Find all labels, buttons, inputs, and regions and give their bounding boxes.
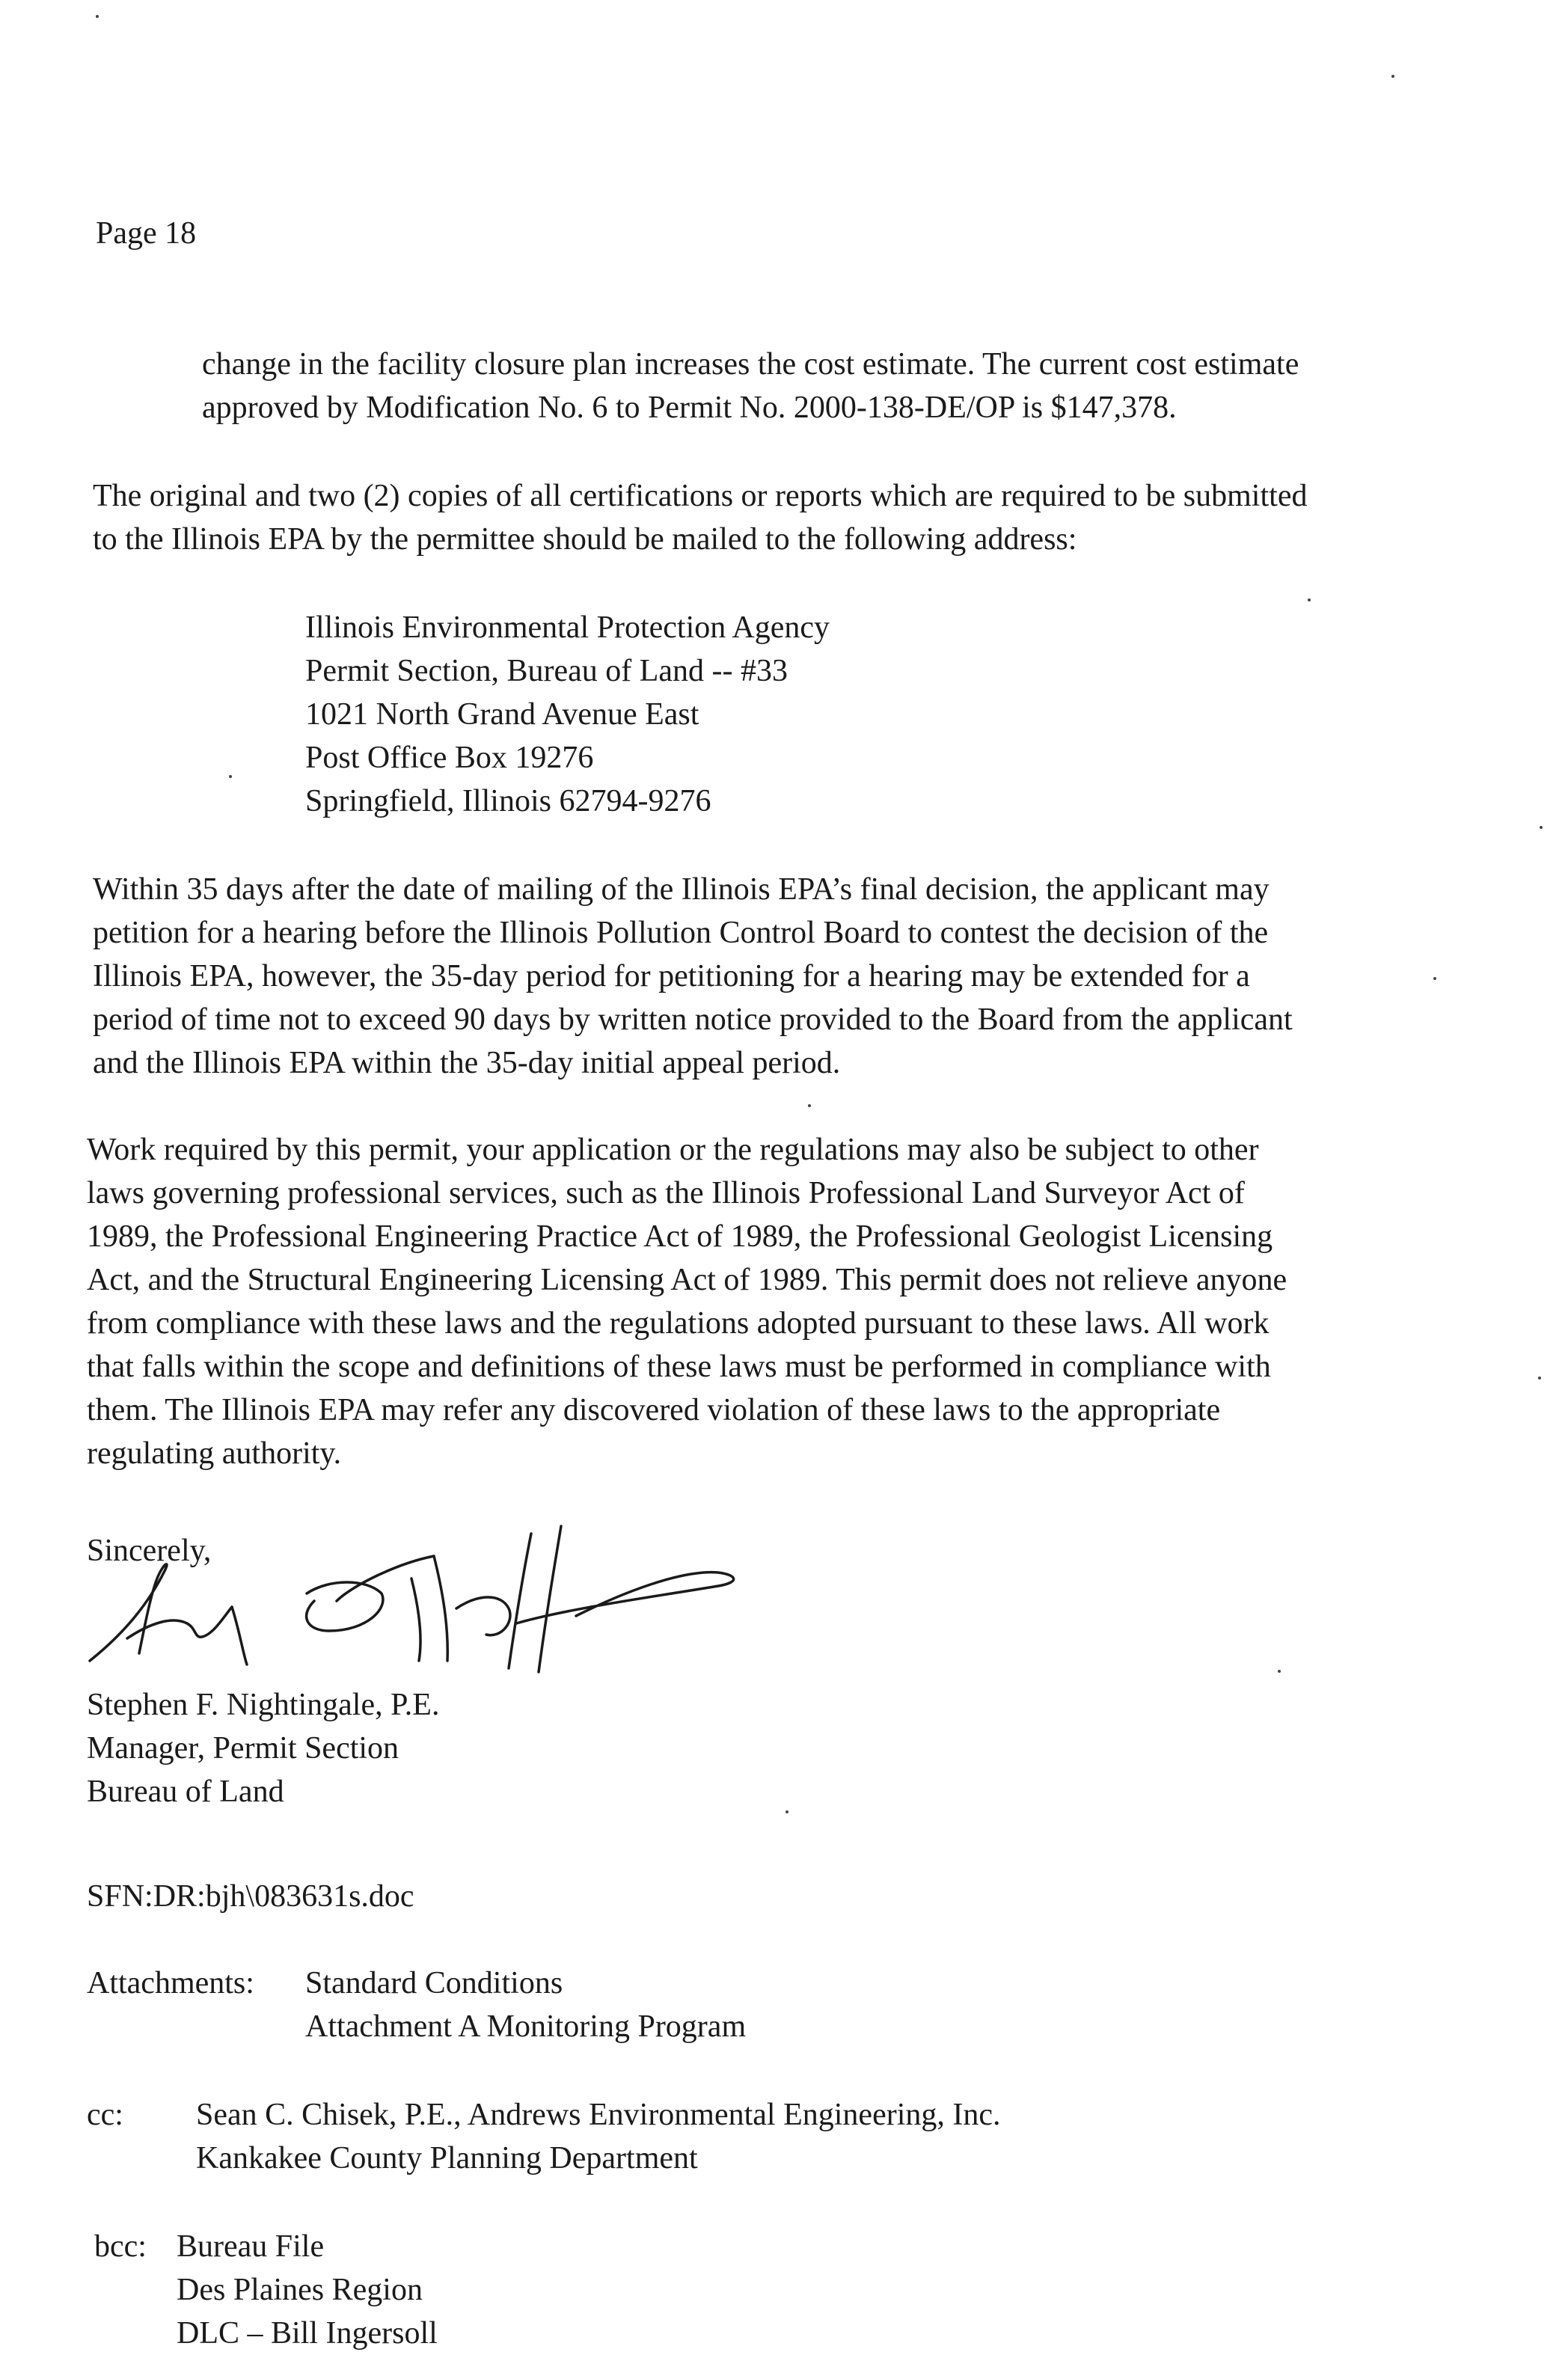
- attachment-item: Standard Conditions: [305, 1966, 563, 2000]
- text-line: to the Illinois EPA by the permittee should be mailed to the following address:: [93, 522, 1077, 557]
- text-line: regulating authority.: [87, 1436, 342, 1471]
- text-line: petition for a hearing before the Illinois Pollution Control Board to contest the decision of the: [93, 916, 1269, 950]
- file-reference: SFN:DR:bjh\083631s.doc: [87, 1879, 414, 1914]
- text-line: them. The Illinois EPA may refer any discovered violation of these laws to the appropriate: [87, 1393, 1221, 1427]
- signer-block: [87, 1683, 439, 1813]
- salutation: Sincerely,: [87, 1534, 212, 1568]
- cc-item: Kankakee County Planning Department: [196, 2141, 698, 2175]
- other-laws-paragraph: [87, 1128, 1287, 1475]
- text-line: Work required by this permit, your application or the regulations may also be subject to other: [87, 1133, 1259, 1167]
- scan-speck: [1540, 826, 1543, 829]
- text-line: from compliance with these laws and the regulations adopted pursuant to these laws. All work: [87, 1306, 1270, 1341]
- scan-speck: [1538, 1377, 1541, 1380]
- text-line: Within 35 days after the date of mailing of the Illinois EPA’s final decision, the applicant may: [93, 872, 1270, 907]
- address-line: Illinois Environmental Protection Agency: [305, 610, 830, 645]
- attachment-item: Attachment A Monitoring Program: [305, 2009, 747, 2044]
- scan-speck: [1391, 75, 1394, 78]
- cc-list: [196, 2093, 1001, 2180]
- text-line: period of time not to exceed 90 days by written notice provided to the Board from the applicant: [93, 1002, 1293, 1037]
- text-line: 1989, the Professional Engineering Practice Act of 1989, the Professional Geologist Licensing: [87, 1219, 1273, 1254]
- text-line: change in the facility closure plan increases the cost estimate. The current cost estimate: [202, 347, 1299, 382]
- mailing-address: [305, 606, 830, 823]
- appeal-paragraph: [93, 868, 1293, 1085]
- scan-speck: [1433, 977, 1436, 980]
- handwritten-signature: [82, 1511, 741, 1683]
- bcc-item: Bureau File: [177, 2229, 325, 2264]
- scan-speck: [785, 1810, 788, 1813]
- scan-speck: [229, 775, 232, 778]
- page-number: Page 18: [96, 216, 197, 251]
- signer-bureau: Bureau of Land: [87, 1775, 284, 1809]
- bcc-item: DLC – Bill Ingersoll: [177, 2316, 438, 2351]
- bcc-label: bcc:: [94, 2229, 147, 2264]
- copies-notice-paragraph: [93, 474, 1307, 561]
- scan-speck: [808, 1104, 811, 1107]
- cc-label: cc:: [87, 2098, 123, 2132]
- text-line: and the Illinois EPA within the 35-day initial appeal period.: [93, 1046, 841, 1080]
- cost-estimate-paragraph: [202, 343, 1299, 429]
- bcc-list: [177, 2225, 438, 2355]
- signer-name: Stephen F. Nightingale, P.E.: [87, 1688, 440, 1722]
- attachments-label: Attachments:: [87, 1966, 254, 2000]
- text-line: laws governing professional services, such as the Illinois Professional Land Surveyor Act of: [87, 1176, 1245, 1210]
- text-line: approved by Modification No. 6 to Permit No. 2000-138-DE/OP is $147,378.: [202, 391, 1177, 425]
- signer-title: Manager, Permit Section: [87, 1731, 399, 1766]
- cc-item: Sean C. Chisek, P.E., Andrews Environmental Engineering, Inc.: [196, 2098, 1001, 2132]
- scan-speck: [1308, 598, 1311, 601]
- text-line: that falls within the scope and definitions of these laws must be performed in compliance with: [87, 1350, 1271, 1384]
- attachments-list: [305, 1962, 746, 2048]
- address-line: Springfield, Illinois 62794-9276: [305, 784, 711, 818]
- text-line: Illinois EPA, however, the 35-day period for petitioning for a hearing may be extended for a: [93, 959, 1250, 993]
- bcc-item: Des Plaines Region: [177, 2273, 423, 2307]
- text-line: The original and two (2) copies of all certifications or reports which are required to be submitted: [93, 479, 1308, 513]
- address-line: Post Office Box 19276: [305, 741, 594, 775]
- scan-speck: [1278, 1670, 1281, 1673]
- address-line: Permit Section, Bureau of Land -- #33: [305, 654, 788, 688]
- text-line: Act, and the Structural Engineering Licensing Act of 1989. This permit does not relieve anyone: [87, 1263, 1287, 1297]
- scan-speck: [96, 15, 99, 18]
- address-line: 1021 North Grand Avenue East: [305, 697, 699, 732]
